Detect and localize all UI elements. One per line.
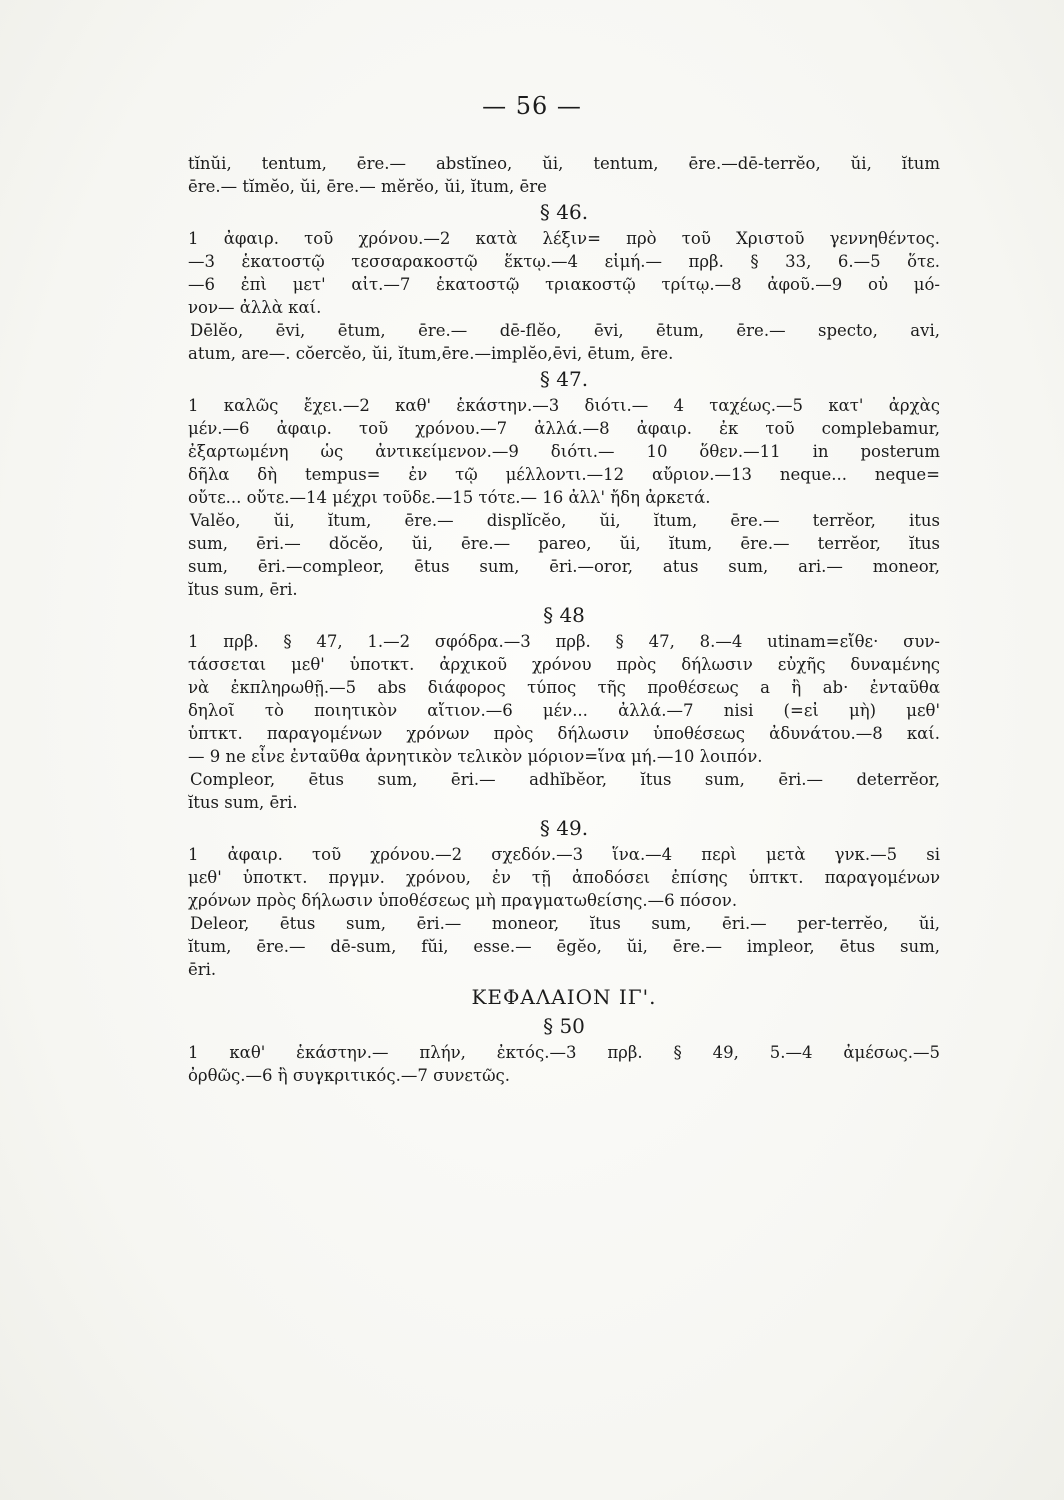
section-46 xyxy=(188,199,940,365)
text-line: 1 πρβ. § 47, 1.—2 σφόδρα.—3 πρβ. § 47, 8.—4 utinam=εἴθε· συν- xyxy=(188,632,940,651)
section-heading: § 46. xyxy=(539,200,589,224)
text-line: Deleor, ētus sum, ēri.— moneor, ĭtus sum, ēri.— per-terrĕo, ŭi, xyxy=(190,914,940,933)
text-line: ēri. xyxy=(188,960,217,979)
text-line: ὀρθῶς.—6 ἢ συγκριτικός.—7 συνετῶς. xyxy=(188,1066,511,1085)
text-line: ἐξαρτωμένη ὡς ἀντικείμενον.—9 διότι.— 10 ὅθεν.—11 in posterum xyxy=(188,442,940,461)
text-line: tĭnŭi, tentum, ēre.— abstĭneo, ŭi, tentum, ēre.—dē-terrĕo, ŭi, ĭtum xyxy=(188,154,940,173)
section-heading: § 49. xyxy=(539,816,589,840)
text-line: 1 καλῶς ἔχει.—2 καθ' ἑκάστην.—3 διότι.— 4 ταχέως.—5 κατ' ἀρχὰς xyxy=(188,396,940,415)
text-line: νον— ἀλλὰ καί. xyxy=(188,298,322,317)
chapter-title: ΚΕΦΑΛΑΙΟΝ ΙΓ'. xyxy=(471,985,657,1009)
text-line: —3 ἑκατοστῷ τεσσαρακοστῷ ἕκτῳ.—4 εἱμή.— πρβ. § 33, 6.—5 ὅτε. xyxy=(188,252,940,271)
intro-block xyxy=(188,152,940,198)
text-line: 1 ἀφαιρ. τοῦ χρόνου.—2 κατὰ λέξιν= πρὸ τοῦ Χριστοῦ γεννηθέντος. xyxy=(188,229,940,248)
text-line: ĭtus sum, ēri. xyxy=(188,793,298,812)
text-line: 1 ἀφαιρ. τοῦ χρόνου.—2 σχεδόν.—3 ἵνα.—4 περὶ μετὰ γνκ.—5 si xyxy=(188,845,940,864)
text-line: οὔτε... οὔτε.—14 μέχρι τοῦδε.—15 τότε.— 16 ἀλλ' ἤδη ἀρκετά. xyxy=(188,488,711,507)
section-49 xyxy=(188,815,940,981)
text-line: ĭtus sum, ēri. xyxy=(188,580,298,599)
text-line: Compleor, ētus sum, ēri.— adhĭbĕor, ĭtus sum, ēri.— deterrĕor, xyxy=(190,770,940,789)
text-line: μεθ' ὑποτκτ. πργμν. χρόνου, ἐν τῇ ἀποδόσει ἐπίσης ὑπτκτ. παραγομένων xyxy=(188,868,940,887)
text-line: δηλοῖ τὸ ποιητικὸν αἴτιον.—6 μέν... ἀλλά.—7 nisi (=εἰ μὴ) μεθ' xyxy=(188,701,940,720)
text-line: Valĕo, ŭi, ĭtum, ēre.— displĭcĕo, ŭi, ĭtum, ēre.— terrĕor, itus xyxy=(190,511,940,530)
section-48 xyxy=(188,602,940,814)
text-line: Dēlĕo, ēvi, ētum, ēre.— dē-flĕo, ēvi, ētum, ēre.— specto, avi, xyxy=(190,321,940,340)
text-line: sum, ēri.—compleor, ētus sum, ēri.—oror, atus sum, ari.— moneor, xyxy=(188,557,940,576)
page-number: — 56 — xyxy=(482,92,582,120)
text-line: χρόνων πρὸς δήλωσιν ὑποθέσεως μὴ πραγματωθείσης.—6 πόσον. xyxy=(188,891,738,910)
text-line: τάσσεται μεθ' ὑποτκτ. ἀρχικοῦ χρόνου πρὸς δήλωσιν εὐχῆς δυναμένης xyxy=(188,655,940,674)
section-heading: § 50 xyxy=(543,1014,585,1038)
text-line: μέν.—6 ἀφαιρ. τοῦ χρόνου.—7 ἀλλά.—8 ἀφαιρ. ἐκ τοῦ complebamur, xyxy=(188,419,940,438)
text-line: — 9 ne εἶνε ἐνταῦθα ἀρνητικὸν τελικὸν μόριον=ἵνα μή.—10 λοιπόν. xyxy=(188,747,763,766)
section-heading: § 47. xyxy=(539,367,589,391)
text-line: 1 καθ' ἑκάστην.— πλήν, ἐκτός.—3 πρβ. § 49, 5.—4 ἀμέσως.—5 xyxy=(188,1043,940,1062)
text-line: ĭtum, ēre.— dē-sum, fŭi, esse.— ēgĕo, ŭi, ēre.— impleor, ētus sum, xyxy=(188,937,940,956)
text-line: ēre.— tĭmĕo, ŭi, ēre.— mĕrĕo, ŭi, ĭtum, ēre xyxy=(188,177,547,196)
page-body xyxy=(188,152,940,1087)
text-line: atum, are—. cŏercĕo, ŭi, ĭtum,ēre.—implĕo,ēvi, ētum, ēre. xyxy=(188,344,674,363)
section-heading: § 48 xyxy=(543,603,585,627)
text-line: νὰ ἐκπληρωθῇ.—5 abs διάφορος τύπος τῆς προθέσεως a ἢ ab· ἐνταῦθα xyxy=(188,678,940,697)
section-50 xyxy=(188,1013,940,1087)
section-47 xyxy=(188,366,940,601)
text-line: ὑπτκτ. παραγομένων χρόνων πρὸς δήλωσιν ὑποθέσεως ἀδυνάτου.—8 καί. xyxy=(188,724,940,743)
text-line: δῆλα δὴ tempus= ἐν τῷ μέλλοντι.—12 αὔριον.—13 neque... neque= xyxy=(188,465,940,484)
text-line: sum, ēri.— dŏcĕo, ŭi, ēre.— pareo, ŭi, ĭtum, ēre.— terrĕor, ĭtus xyxy=(188,534,940,553)
text-line: —6 ἐπὶ μετ' αἰτ.—7 ἑκατοστῷ τριακοστῷ τρίτῳ.—8 ἀφοῦ.—9 οὐ μό- xyxy=(188,275,940,294)
